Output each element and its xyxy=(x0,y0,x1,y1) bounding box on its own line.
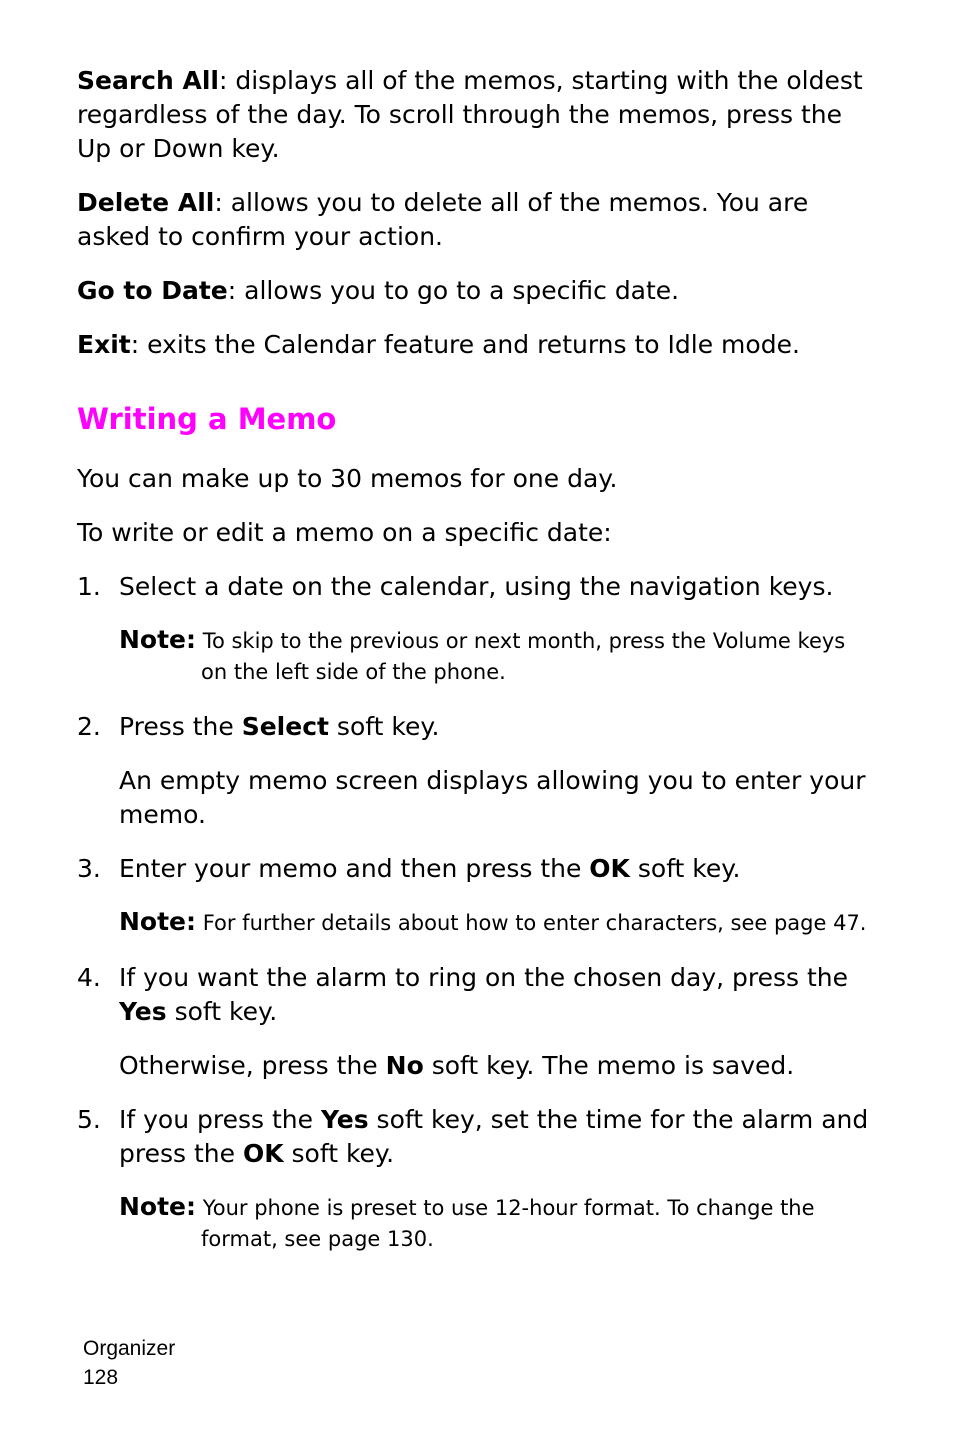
step-text-part: soft key. xyxy=(629,854,741,883)
step-text-part: soft key. xyxy=(283,1139,395,1168)
step-number: 4. xyxy=(77,963,101,992)
step-text xyxy=(119,961,877,1029)
note xyxy=(119,906,877,939)
note-text: For further details about how to enter characters, see page 47. xyxy=(196,911,867,935)
note-text: To skip to the previous or next month, press the Volume keys on the left side of the phone. xyxy=(196,629,846,684)
step-key-name: Yes xyxy=(119,997,167,1026)
step-1 xyxy=(77,570,877,604)
step-text-part: If you want the alarm to ring on the chosen day, press the xyxy=(119,963,849,992)
step-key-name: Select xyxy=(241,712,329,741)
step-text-part: soft key. xyxy=(166,997,278,1026)
definition-term: Exit xyxy=(77,330,131,359)
step-key-name: No xyxy=(385,1051,424,1080)
intro-paragraph: To write or edit a memo on a specific date: xyxy=(77,518,612,547)
step-number: 2. xyxy=(77,712,101,741)
page-content xyxy=(77,64,877,1277)
definition-delete-all xyxy=(77,186,877,254)
step-paragraph: An empty memo screen displays allowing you to enter your memo. xyxy=(119,766,866,829)
page-footer xyxy=(83,1334,175,1392)
step-number: 1. xyxy=(77,572,101,601)
note xyxy=(119,1191,877,1255)
footer-section-name: Organizer xyxy=(83,1337,176,1360)
step-text-part: Otherwise, press the xyxy=(119,1051,386,1080)
step-text: Select a date on the calendar, using the navigation keys. xyxy=(119,572,834,601)
definition-exit xyxy=(77,328,877,362)
step-2 xyxy=(77,710,877,744)
step-text-part: If you press the xyxy=(119,1105,321,1134)
note-text: Your phone is preset to use 12-hour format. To change the format, see page 130. xyxy=(196,1196,815,1251)
definition-go-to-date xyxy=(77,274,877,308)
step-number: 3. xyxy=(77,854,101,883)
note-label: Note: xyxy=(119,907,197,936)
step-5 xyxy=(77,1103,877,1171)
step-text xyxy=(119,1103,877,1171)
step-text xyxy=(119,710,877,744)
step-text-part: soft key. xyxy=(328,712,440,741)
page-number: 128 xyxy=(83,1366,119,1389)
step-number: 5. xyxy=(77,1105,101,1134)
intro-paragraph: You can make up to 30 memos for one day. xyxy=(77,464,618,493)
step-text xyxy=(119,852,877,886)
step-text-part: Enter your memo and then press the xyxy=(119,854,590,883)
step-text-part: Press the xyxy=(119,712,242,741)
step-3 xyxy=(77,852,877,886)
step-text-part: soft key, set the time for the alarm and press the xyxy=(119,1105,869,1168)
definition-text: : allows you to go to a specific date. xyxy=(227,276,680,305)
step-key-name: OK xyxy=(242,1139,284,1168)
definition-term: Search All xyxy=(77,66,219,95)
step-paragraph xyxy=(119,1049,877,1083)
step-4 xyxy=(77,961,877,1029)
definition-text: : exits the Calendar feature and returns to Idle mode. xyxy=(130,330,800,359)
definition-text: : allows you to delete all of the memos. You are asked to confirm your action. xyxy=(77,188,809,251)
definition-term: Go to Date xyxy=(77,276,228,305)
note-label: Note: xyxy=(119,625,197,654)
step-key-name: OK xyxy=(589,854,630,883)
note xyxy=(119,624,877,688)
step-key-name: Yes xyxy=(320,1105,369,1134)
section-heading: Writing a Memo xyxy=(77,402,337,436)
note-label: Note: xyxy=(119,1192,197,1221)
definition-term: Delete All xyxy=(77,188,215,217)
definition-text: : displays all of the memos, starting with the oldest regardless of the day. To scroll through the memos, press the Up or Down key. xyxy=(77,66,863,163)
step-text-part: soft key. The memo is saved. xyxy=(423,1051,795,1080)
definition-search-all xyxy=(77,64,877,166)
